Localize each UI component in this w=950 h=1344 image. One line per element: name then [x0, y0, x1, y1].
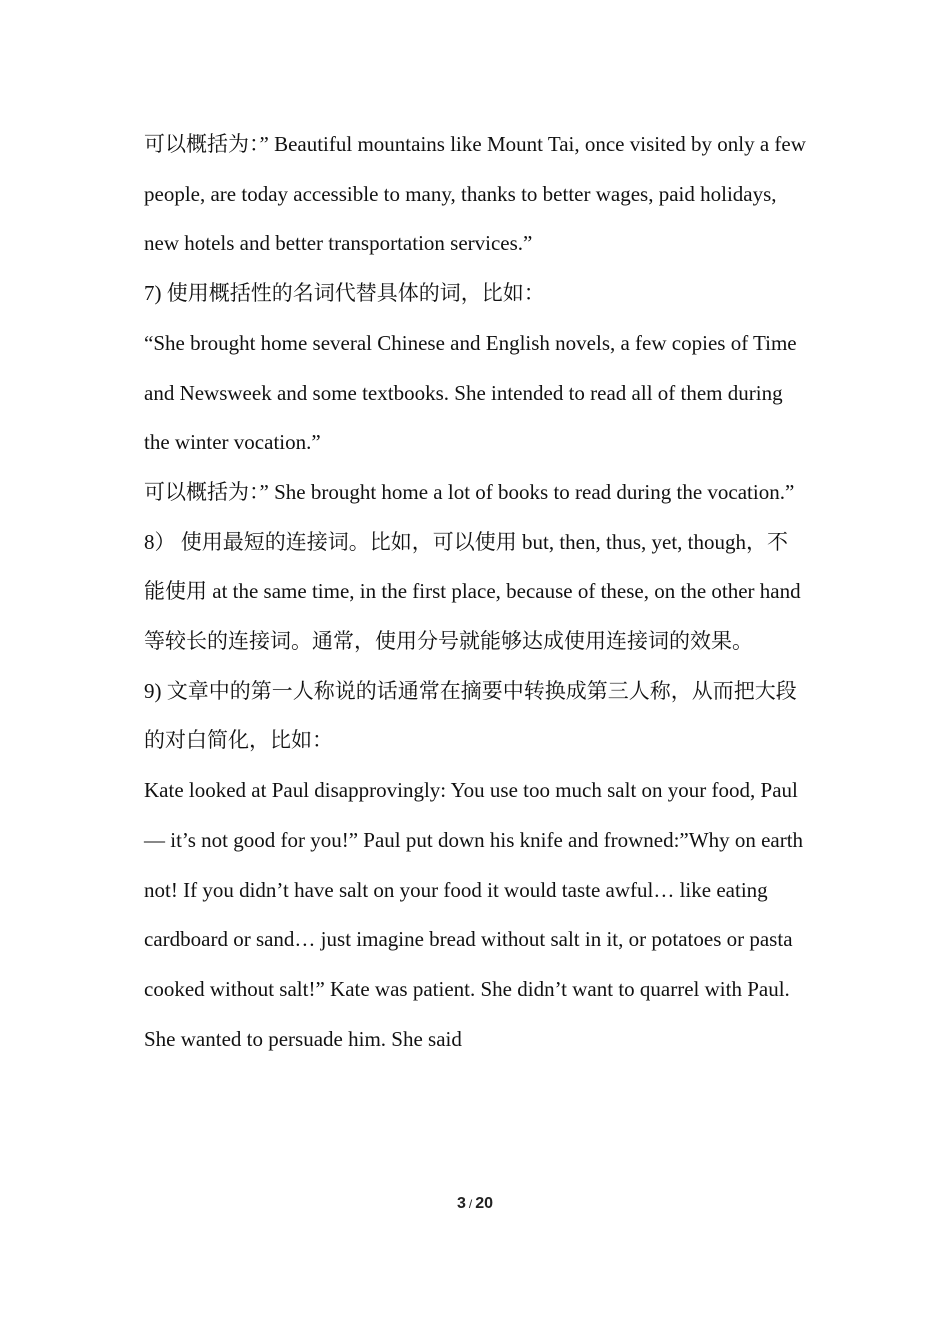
paragraph-tip-7: 7) 使用概括性的名词代替具体的词，比如： — [144, 281, 545, 306]
current-page-number: 3 — [456, 1195, 466, 1212]
total-page-count: 20 — [475, 1195, 494, 1212]
page-number — [0, 1192, 950, 1216]
paragraph-summary-example-2: 可以概括为：” She brought home a lot of books to read during the vocation.” — [144, 479, 795, 504]
paragraph-summary-example-1: 可以概括为：” Beautiful mountains like Mount Tai, once visited by only a few people, are today accessible to many, thanks to better wages, paid holidays, new hotels and better transportation services.” — [144, 132, 806, 256]
paragraph-dialogue-example: Kate looked at Paul disapprovingly: You use too much salt on your food, Paul — it’s not good for you!” Paul put down his knife and frowned:”Why on earth not! If you didn’t have salt on your food it would taste awful… like eating cardboard or sand… just imagine bread without salt in it, or potatoes or pasta cooked without salt!” Kate was patient. She didn’t want to quarrel with Paul. She wanted to persuade him. She said — [144, 778, 804, 1051]
paragraph-tip-9: 9) 文章中的第一人称说的话通常在摘要中转换成第三人称，从而把大段的对白简化，比如： — [144, 678, 797, 753]
paragraph-tip-8: 8） 使用最短的连接词。比如，可以使用 but, then, thus, yet, though，不能使用 at the same time, in the first place, because of these, on the other hand 等较长的连接词。通常，使用分号就能够达成使用连接词的效果。 — [144, 529, 801, 654]
page-body — [144, 120, 808, 1064]
paragraph-example-quote: “She brought home several Chinese and English novels, a few copies of Time and Newsweek and some textbooks. She intended to read all of them during the winter vocation.” — [144, 330, 797, 455]
page-number-separator: / — [468, 1197, 473, 1211]
